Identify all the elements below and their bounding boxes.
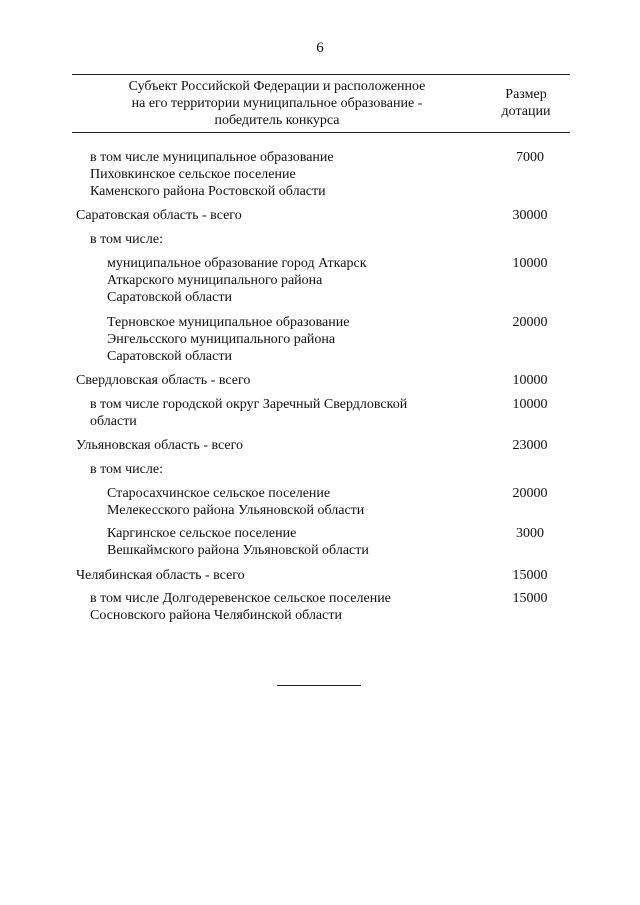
row-amount: 20000 [512, 315, 548, 330]
row-amount: 10000 [512, 256, 548, 271]
row-amount: 15000 [512, 568, 548, 583]
row-label: в том числе Долгодеревенское сельское поселение Сосновского района Челябинской области [90, 591, 391, 623]
end-rule [277, 685, 361, 686]
row-amount: 23000 [512, 438, 548, 453]
header-amount: Размер дотации [501, 87, 551, 119]
row-label: в том числе: [90, 232, 163, 247]
row-amount: 30000 [512, 208, 548, 223]
row-amount: 20000 [512, 486, 548, 501]
header-subject: Субъект Российской Федерации и расположенное на его территории муниципальное образование - победитель конкурса [128, 79, 426, 128]
row-amount: 10000 [512, 397, 548, 412]
row-label: муниципальное образование город Аткарск Аткарского муниципального района Саратовской области [107, 256, 367, 305]
row-amount: 15000 [512, 591, 548, 606]
row-label: Ульяновская область - всего [76, 438, 243, 453]
row-label: Старосахчинское сельское поселение Мелекесского района Ульяновской области [107, 486, 365, 518]
row-label: Свердловская область - всего [76, 373, 251, 388]
row-amount: 3000 [516, 526, 544, 541]
row-label: в том числе: [90, 462, 163, 477]
row-label: Челябинская область - всего [76, 568, 245, 583]
table-header [72, 74, 570, 133]
row-label: в том числе городской округ Заречный Свердловской области [90, 397, 408, 429]
row-amount: 10000 [512, 373, 548, 388]
page-number: 6 [316, 40, 324, 56]
row-label: в том числе муниципальное образование Пиховкинское сельское поселение Каменского района Ростовской области [90, 150, 334, 199]
row-amount: 7000 [516, 150, 544, 165]
row-label: Саратовская область - всего [76, 208, 242, 223]
row-label: Каргинское сельское поселение Вешкаймского района Ульяновской области [107, 526, 369, 558]
row-label: Терновское муниципальное образование Энгельсского муниципального района Саратовской области [107, 315, 350, 364]
